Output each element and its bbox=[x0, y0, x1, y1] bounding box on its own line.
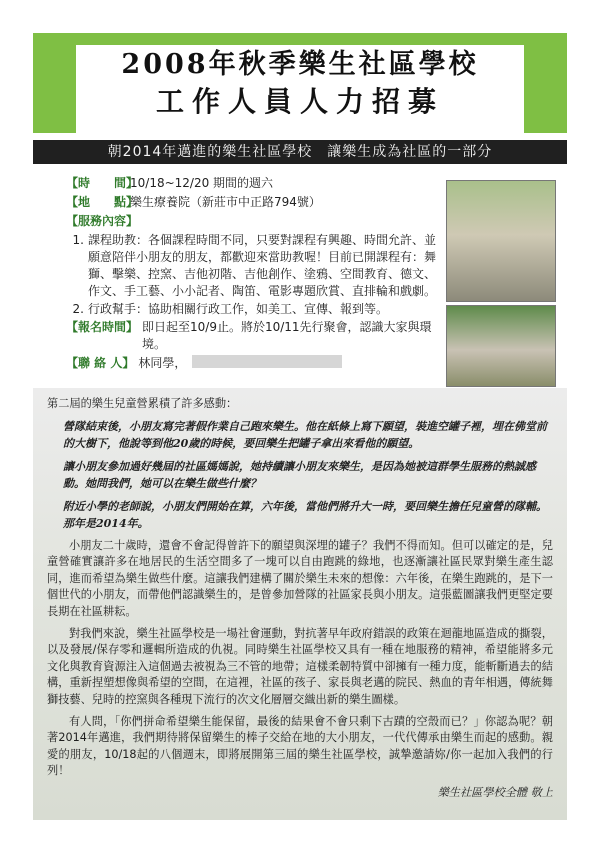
signup-label: 【報名時間】 bbox=[66, 320, 139, 334]
story-paragraph: 對我們來說，樂生社區學校是一場社會運動，對抗著早年政府錯誤的政策在迴龍地區造成的撕裂，以及發展/保存零和邏輯所造成的仇視。同時樂生社區學校又具有一種在地服務的精神，希望能將多元文化與教育資源注入這個過去被視為三不管的地帶；這樣柔韌特質中卻擁有一種力度，能斬斷過去的結構，重新捏塑想像與希望的空間，在這裡，社區的孩子、家長與老邁的院民、熱血的青年相遇，傳統舞獅技藝、兒時的控窯與各種現下流行的次文化層層交織出新的樂生圖樣。 bbox=[47, 626, 553, 706]
story-box bbox=[33, 388, 567, 820]
service-item bbox=[66, 301, 436, 318]
story-intro: 第二屆的樂生兒童營累積了許多感動： bbox=[47, 397, 238, 410]
story-paragraph: 小朋友二十歲時，還會不會記得曾許下的願望與深埋的罐子？我們不得而知。但可以確定的是，兒童營確實讓許多在地居民的生活空間多了一塊可以自由跑跳的綠地，也逐漸讓社區民眾對樂生產生認同，進而希望為樂生做些什麼。這讓我們建構了關於樂生未來的想像：六年後，在樂生跑跳的，是下一個世代的小朋友，而帶他們認識樂生的，是曾參加營隊的社區家長與小朋友。這張藍圖讓我們更堅定要長期在社區耕耘。 bbox=[47, 538, 553, 618]
photo-leprosarium-buildings bbox=[446, 180, 556, 302]
contact-redacted-block bbox=[192, 355, 342, 368]
service-label: 【服務內容】 bbox=[66, 214, 139, 228]
service-item-text: 行政幫手：協助相關行政工作，如美工、宣傳、報到等。 bbox=[88, 302, 389, 316]
signup-row bbox=[66, 319, 436, 353]
time-label: 【時 間】 bbox=[66, 176, 139, 190]
story-quote: 附近小學的老師說，小朋友們開始在算，六年後，當他們將升大一時，要回樂生擔任兒童營的隊輔。那年是2014年。 bbox=[63, 499, 547, 530]
place-value: 樂生療養院（新莊市中正路794號） bbox=[130, 195, 321, 209]
place-label: 【地 點】 bbox=[66, 195, 139, 209]
service-item-number: 1. bbox=[72, 233, 84, 247]
contact-value: 林同學， bbox=[138, 356, 187, 370]
place-row bbox=[66, 194, 436, 211]
time-value: 10/18~12/20 期間的週六 bbox=[130, 176, 274, 190]
time-row bbox=[66, 175, 436, 192]
info-block bbox=[66, 175, 436, 374]
signature: 樂生社區學校全體 敬上 bbox=[437, 785, 553, 799]
service-row bbox=[66, 213, 436, 230]
service-item-number: 2. bbox=[72, 302, 84, 316]
story-paragraph: 有人問，「你們拼命希望樂生能保留，最後的結果會不會只剩下古蹟的空殼而已？」你認為呢？朝著2014年邁進，我們期待將保留樂生的棒子交給在地的大小朋友，一代代傳承由樂生而起的感動。親愛的朋友，10/18起的八個週末，即將展開第三屆的樂生社區學校，誠摯邀請妳/你一起加入我們的行列！ bbox=[47, 714, 553, 778]
title-line-1: 2008年秋季樂生社區學校 bbox=[121, 49, 479, 80]
title-line-2: 工作人員人力招募 bbox=[155, 85, 444, 119]
signup-value: 即日起至10/9止。將於10/11先行聚會，認識大家與環境。 bbox=[142, 320, 432, 351]
story-quote: 讓小朋友參加過好幾屆的社區媽媽說，她持續讓小朋友來樂生，是因為她被這群學生服務的熱誠感動。她問我們，她可以在樂生做些什麼？ bbox=[63, 459, 536, 490]
service-list bbox=[66, 232, 436, 318]
contact-label: 【聯 絡 人】 bbox=[66, 356, 135, 370]
story-quote: 營隊結束後，小朋友寫完著假作業自己跑來樂生。他在紙條上寫下願望，裝進空罐子裡，埋在佛堂前的大樹下，他說等到他20歲的時候，要回樂生把罐子拿出來看他的願望。 bbox=[63, 419, 547, 450]
service-item bbox=[66, 232, 436, 300]
story-content bbox=[47, 396, 553, 802]
contact-row bbox=[66, 355, 436, 372]
subtitle-bar: 朝2014年邁進的樂生社區學校 讓樂生成為社區的一部分 bbox=[33, 140, 567, 164]
header-title-box bbox=[76, 45, 524, 137]
service-item-text: 課程助教：各個課程時間不同，只要對課程有興趣、時間允許、並願意陪伴小朋友的朋友，都歡迎來當助教喔！目前已開課程有：舞獅、擊樂、控窯、吉他初階、吉他創作、塗鴉、空間教育、德文、作文、手工藝、小小記者、陶笛、電影專題欣賞、直排輪和戲劇。 bbox=[88, 233, 437, 298]
photo-children-group bbox=[446, 305, 556, 387]
